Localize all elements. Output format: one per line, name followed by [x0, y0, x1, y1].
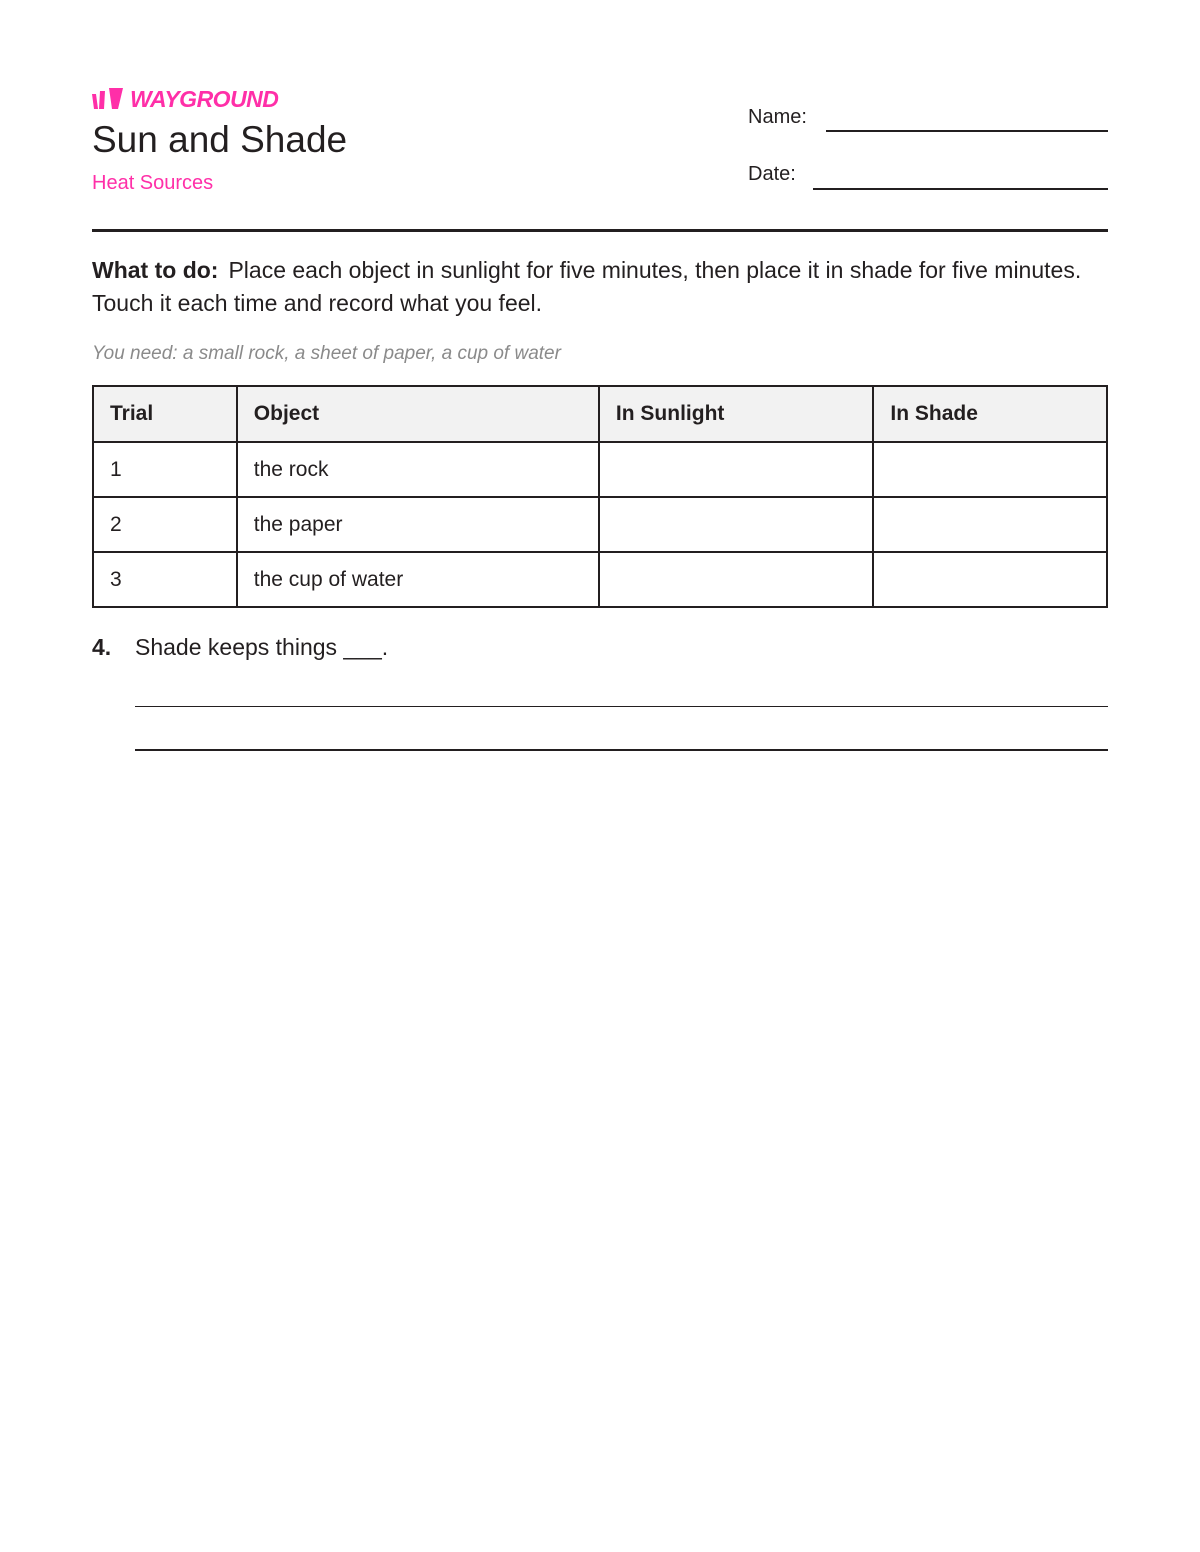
trial-cell: 2: [93, 497, 237, 552]
object-cell: the paper: [237, 497, 599, 552]
page-subtitle: Heat Sources: [92, 172, 214, 194]
question-4: [92, 630, 388, 664]
table-row: [93, 442, 1107, 497]
question-text: Shade keeps things ___.: [135, 634, 389, 660]
table-header-row: [93, 386, 1107, 442]
table-row: [93, 497, 1107, 552]
instructions-text: Place each object in sunlight for five minutes, then place it in shade for five minutes. Touch it each time and record what you feel.: [92, 257, 1082, 316]
column-header-in-shade: In Shade: [873, 386, 1107, 442]
header-divider: [92, 229, 1108, 232]
trial-cell: 3: [93, 552, 237, 607]
shade-answer-cell[interactable]: [873, 442, 1107, 497]
date-line[interactable]: [813, 188, 1108, 190]
sunlight-answer-cell[interactable]: [599, 552, 873, 607]
object-cell: the rock: [237, 442, 599, 497]
brand-logo: [92, 86, 278, 112]
sunlight-answer-cell[interactable]: [599, 442, 873, 497]
column-header-in-sunlight: In Sunlight: [599, 386, 873, 442]
sunlight-answer-cell[interactable]: [599, 497, 873, 552]
instructions-lead: What to do:: [92, 257, 219, 283]
answer-line[interactable]: [135, 749, 1108, 751]
materials-note: You need: a small rock, a sheet of paper, a cup of water: [92, 343, 561, 364]
instructions: [92, 254, 1108, 320]
trial-cell: 1: [93, 442, 237, 497]
answer-line[interactable]: [135, 706, 1108, 707]
question-number: 4.: [92, 634, 112, 660]
date-label: Date:: [748, 163, 796, 185]
column-header-trial: Trial: [93, 386, 237, 442]
page-title: Sun and Shade: [92, 119, 348, 160]
shade-answer-cell[interactable]: [873, 552, 1107, 607]
table-row: [93, 552, 1107, 607]
name-line[interactable]: [826, 130, 1108, 132]
observation-table: [92, 385, 1108, 608]
name-field[interactable]: [748, 104, 807, 130]
shade-answer-cell[interactable]: [873, 497, 1107, 552]
brand-wordmark: WAYGROUND: [130, 86, 279, 112]
object-cell: the cup of water: [237, 552, 599, 607]
column-header-object: Object: [237, 386, 599, 442]
name-label: Name:: [748, 106, 807, 128]
wayground-logo-icon: [92, 88, 124, 110]
date-field[interactable]: [748, 161, 796, 187]
